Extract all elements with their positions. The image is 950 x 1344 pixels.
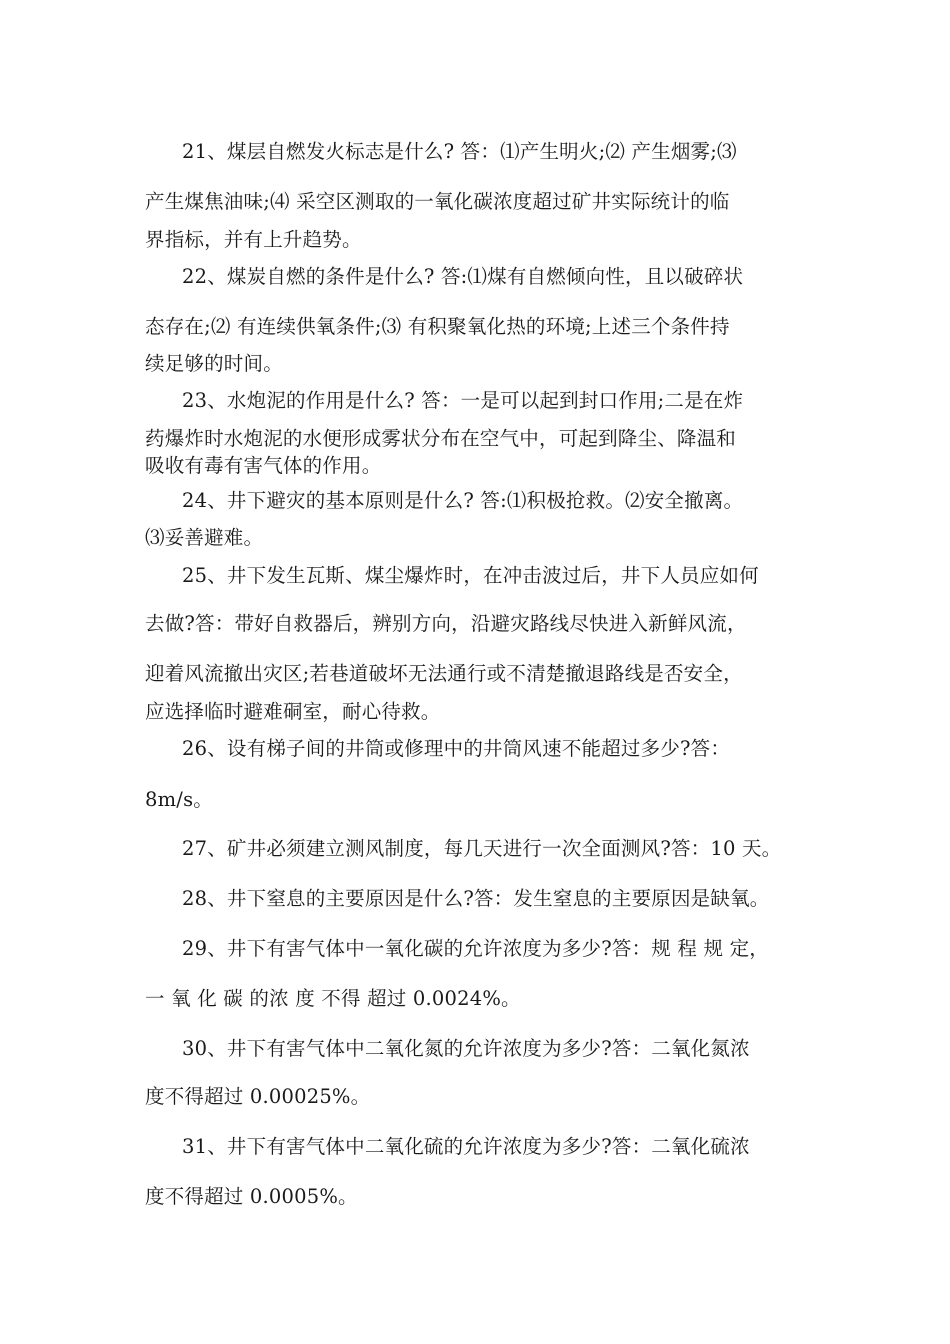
text-line: 态存在;⑵ 有连续供氧条件;⑶ 有积聚氧化热的环境;上述三个条件持: [145, 315, 730, 338]
text-line: 续足够的时间。: [145, 352, 283, 375]
text-line: 应选择临时避难硐室，耐心待救。: [145, 700, 441, 723]
text-line: 25、井下发生瓦斯、煤尘爆炸时，在冲击波过后，井下人员应如何: [182, 564, 759, 587]
text-line: 一 氧 化 碳 的浓 度 不得 超过 0.0024%。: [145, 987, 521, 1010]
text-line: 26、设有梯子间的井筒或修理中的井筒风速不能超过多少?答：: [182, 737, 731, 760]
text-line: 22、煤炭自燃的条件是什么? 答:⑴煤有自燃倾向性，且以破碎状: [182, 265, 744, 288]
text-line: 迎着风流撤出灾区;若巷道破坏无法通行或不清楚撤退路线是否安全，: [145, 662, 743, 685]
text-line: 度不得超过 0.00025%。: [145, 1085, 371, 1108]
text-line: 28、井下窒息的主要原因是什么?答：发生窒息的主要原因是缺氧。: [182, 887, 770, 910]
text-line: 24、井下避灾的基本原则是什么? 答:⑴积极抢救。⑵安全撤离。: [182, 489, 744, 512]
text-line: 药爆炸时水炮泥的水便形成雾状分布在空气中，可起到降尘、降温和: [145, 427, 737, 450]
text-line: 度不得超过 0.0005%。: [145, 1185, 358, 1208]
text-line: 8m/s。: [145, 788, 213, 811]
text-line: 去做?答：带好自救器后，辨别方向，沿避灾路线尽快进入新鲜风流，: [145, 612, 747, 635]
text-line: ⑶妥善避难。: [145, 526, 264, 549]
text-line: 30、井下有害气体中二氧化氮的允许浓度为多少?答：二氧化氮浓: [182, 1037, 750, 1060]
text-line: 产生煤焦油味;⑷ 采空区测取的一氧化碳浓度超过矿井实际统计的临: [145, 190, 730, 213]
text-line: 23、水炮泥的作用是什么? 答：一是可以起到封口作用;二是在炸: [182, 389, 744, 412]
text-line: 界指标，并有上升趋势。: [145, 228, 362, 251]
text-line: 27、矿井必须建立测风制度，每几天进行一次全面测风?答：10 天。: [182, 837, 782, 860]
text-line: 吸收有毒有害气体的作用。: [145, 454, 382, 477]
text-line: 29、井下有害气体中一氧化碳的允许浓度为多少?答：规 程 规 定，: [182, 937, 769, 960]
text-line: 31、井下有害气体中二氧化硫的允许浓度为多少?答：二氧化硫浓: [182, 1135, 750, 1158]
text-line: 21、煤层自燃发火标志是什么? 答：⑴产生明火;⑵ 产生烟雾;⑶: [182, 140, 737, 163]
